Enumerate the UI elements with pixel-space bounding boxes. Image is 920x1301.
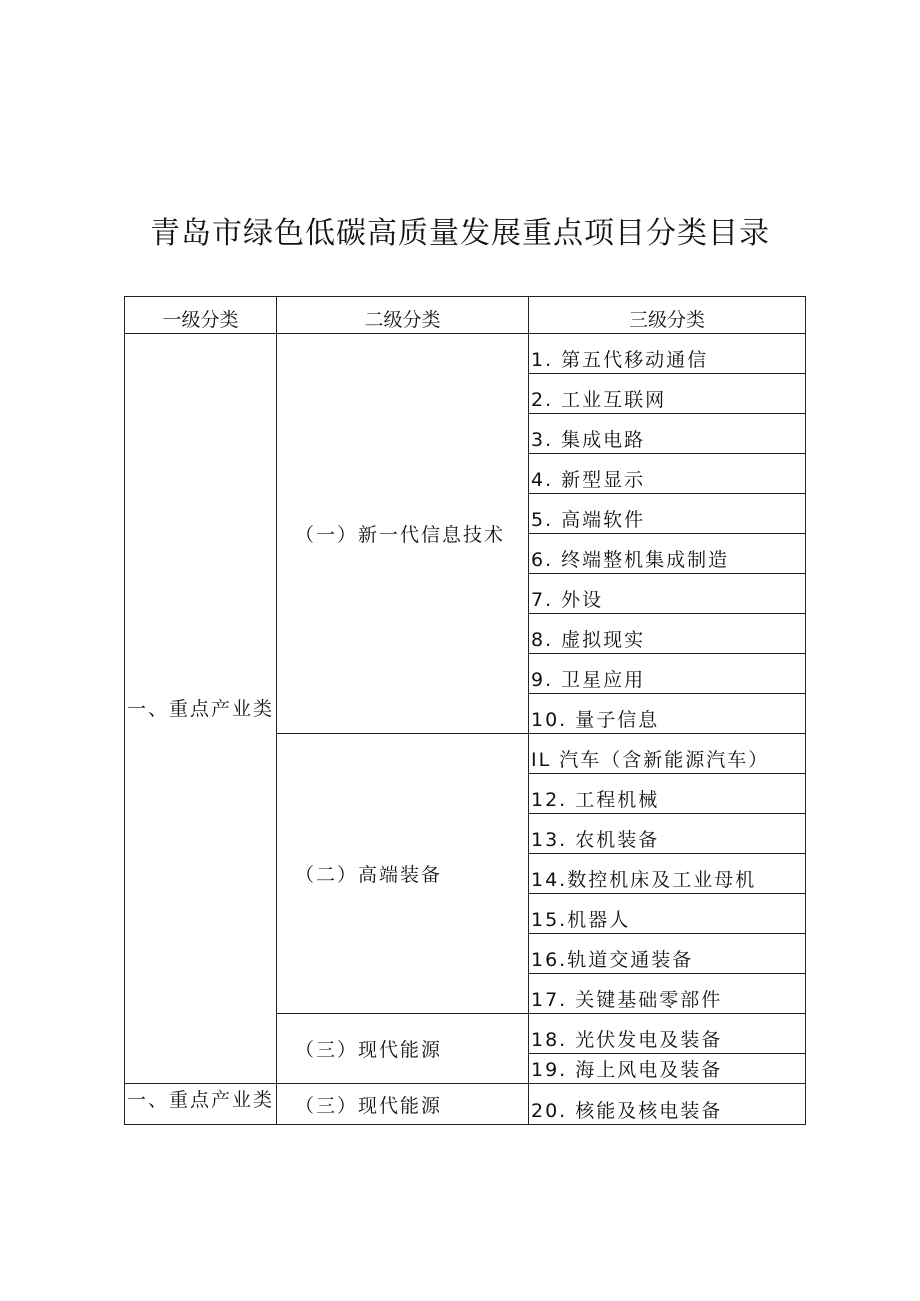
header-row [125,297,806,334]
level3-cell: 4. 新型显示 [529,454,806,494]
level2-cell-energy: （三）现代能源 [277,1014,529,1084]
header-level2: 二级分类 [277,297,529,334]
level3-cell: 9. 卫星应用 [529,654,806,694]
level3-cell: 5. 高端软件 [529,494,806,534]
level1-continued-text: 一、重点产业类 [127,1089,275,1111]
level3-cell: 17. 关键基础零部件 [529,974,806,1014]
page-title: 青岛市绿色低碳高质量发展重点项目分类目录 [150,216,770,251]
level2-cell-high-end: （二）高端装备 [277,734,529,1014]
level2-cell-energy-continued: （三）现代能源 [277,1084,529,1125]
level3-cell: 16.轨道交通装备 [529,934,806,974]
table-row [125,334,806,374]
level3-cell: 13. 农机装备 [529,814,806,854]
header-level3: 三级分类 [529,297,806,334]
level3-cell: 12. 工程机械 [529,774,806,814]
level3-cell: 14.数控机床及工业母机 [529,854,806,894]
level3-cell: 19. 海上风电及装备 [529,1054,806,1084]
level2-cell-info-tech: （一）新一代信息技术 [277,334,529,734]
level3-cell: IL 汽车（含新能源汽车） [529,734,806,774]
header-level1: 一级分类 [125,297,277,334]
level3-cell: 8. 虚拟现实 [529,614,806,654]
level1-cell-continued [125,1084,277,1125]
level3-cell: 3. 集成电路 [529,414,806,454]
level3-cell: 6. 终端整机集成制造 [529,534,806,574]
level3-cell: 15.机器人 [529,894,806,934]
level3-cell: 2. 工业互联网 [529,374,806,414]
level3-cell: 20. 核能及核电装备 [529,1084,806,1125]
level3-cell: 1. 第五代移动通信 [529,334,806,374]
level1-cell: 一、重点产业类 [125,334,277,1084]
table-row [125,1084,806,1125]
level3-cell: 7. 外设 [529,574,806,614]
level3-cell: 10. 量子信息 [529,694,806,734]
level3-cell: 18. 光伏发电及装备 [529,1014,806,1054]
catalog-table [124,296,806,1125]
